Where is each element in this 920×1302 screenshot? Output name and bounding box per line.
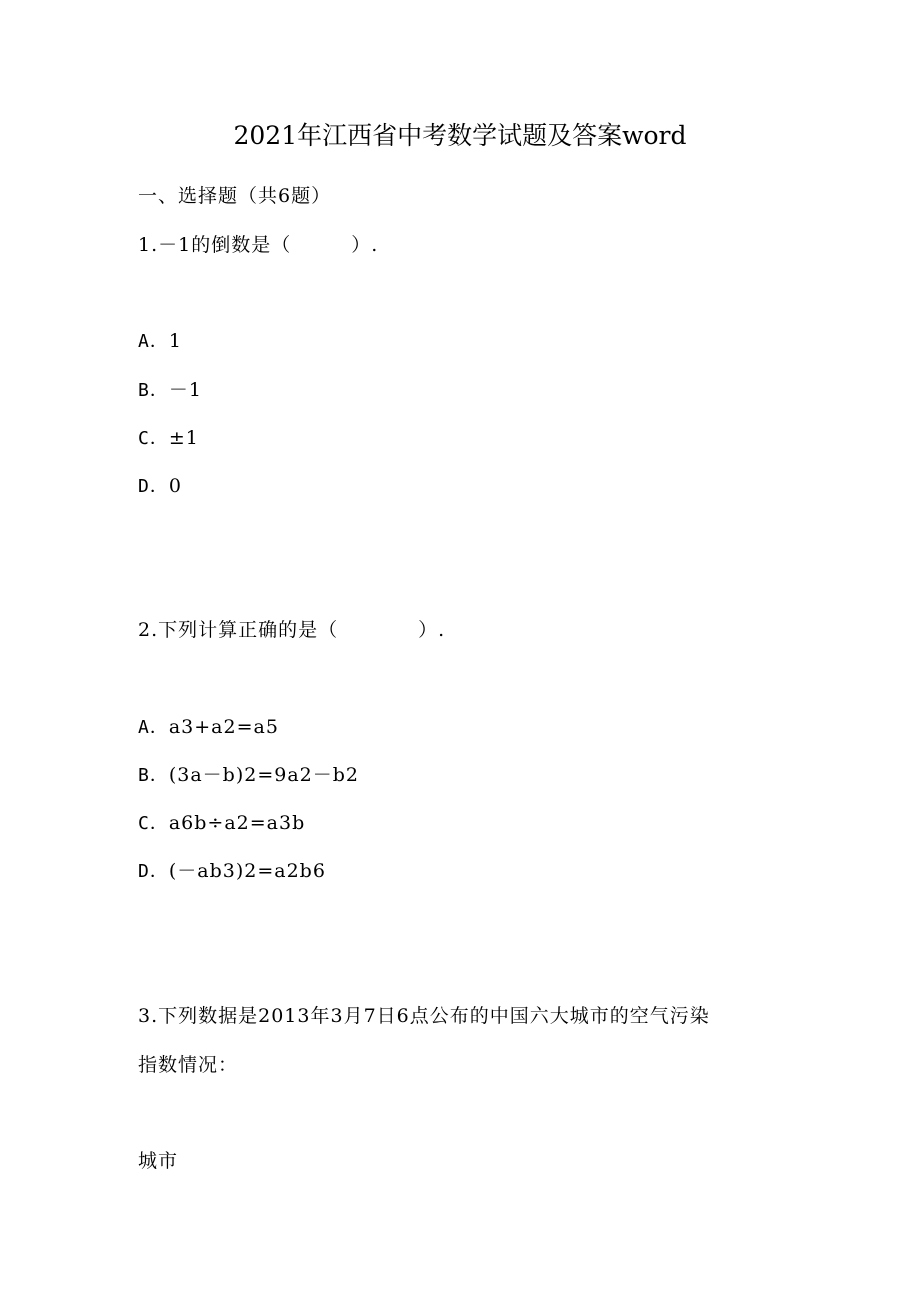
question-3-stem-line-2: 指数情况：: [138, 1054, 239, 1076]
option-text: 1: [168, 330, 182, 352]
question-1-option-d: [138, 472, 182, 501]
option-letter: C．: [138, 428, 169, 449]
option-letter: B．: [138, 765, 169, 786]
question-2-stem: 2.下列计算正确的是（ ）.: [138, 619, 446, 641]
question-1-stem: 1.－1的倒数是（ ）.: [138, 234, 379, 256]
option-letter: C．: [138, 813, 169, 834]
option-text: －1: [168, 379, 202, 401]
option-letter: D．: [138, 861, 169, 882]
option-text: 0: [168, 475, 182, 497]
option-text: (3a－b)2=9a2－b2: [168, 764, 360, 786]
option-letter: B．: [138, 380, 169, 401]
question-1-option-b: [138, 376, 202, 405]
document-title: 2021年江西省中考数学试题及答案word: [233, 121, 687, 150]
question-2-option-a: [138, 713, 279, 742]
option-text: a3+a2=a5: [168, 716, 279, 738]
section-heading: 一、选择题（共6题）: [138, 185, 332, 207]
option-letter: A．: [138, 331, 169, 352]
question-2-option-b: [138, 761, 359, 790]
option-letter: A．: [138, 717, 169, 738]
option-letter: D．: [138, 476, 169, 497]
question-1-option-c: [138, 424, 199, 453]
question-3-stem-line-1: 3.下列数据是2013年3月7日6点公布的中国六大城市的空气污染: [138, 1005, 710, 1027]
question-2-option-c: [138, 809, 305, 838]
question-1-option-a: [138, 327, 182, 356]
option-text: a6b÷a2=a3b: [168, 812, 306, 834]
question-3-table-header-city: 城市: [138, 1150, 179, 1172]
question-2-option-d: [138, 857, 326, 886]
option-text: (－ab3)2=a2b6: [168, 860, 326, 882]
option-text: ±1: [168, 427, 199, 449]
